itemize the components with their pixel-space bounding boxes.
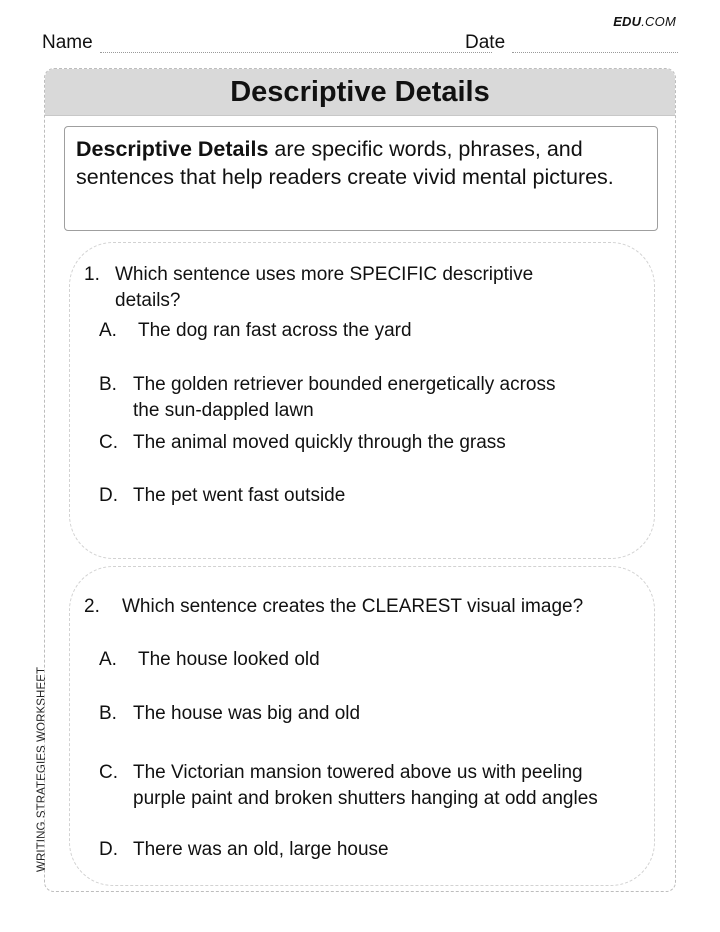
- option-text: The dog ran fast across the yard: [138, 320, 412, 341]
- definition-term: Descriptive Details: [76, 137, 269, 161]
- option-text: the sun-dappled lawn: [133, 400, 314, 421]
- option-letter: A.: [99, 649, 117, 670]
- question-line: Which sentence uses more SPECIFIC descriptive: [115, 264, 534, 285]
- name-date-row: [42, 32, 678, 56]
- question-line: details?: [115, 290, 181, 311]
- question-card-2: [69, 566, 655, 886]
- option-letter: D.: [99, 485, 118, 506]
- option-letter: C.: [99, 762, 118, 783]
- option-letter: B.: [99, 374, 117, 395]
- option-letter: D.: [99, 839, 118, 860]
- date-label: Date: [465, 32, 506, 53]
- option-text: The golden retriever bounded energetically across: [133, 374, 556, 395]
- worksheet-frame: [44, 68, 676, 892]
- option-letter: A.: [99, 320, 117, 341]
- logo-text-rest: .COM: [641, 14, 676, 29]
- option-letter: B.: [99, 703, 117, 724]
- site-logo: [613, 14, 676, 29]
- name-write-line: [100, 52, 492, 53]
- definition-text: are specific words, phrases, and sentences that help readers create vivid mental pictures.: [76, 137, 614, 189]
- question-line: Which sentence creates the CLEAREST visual image?: [122, 596, 584, 617]
- date-write-line: [512, 52, 678, 53]
- worksheet-category-label: WRITING STRATEGIES WORKSHEET: [36, 666, 48, 872]
- option-text: There was an old, large house: [133, 839, 389, 860]
- name-label: Name: [42, 32, 93, 53]
- option-letter: C.: [99, 432, 118, 453]
- worksheet-title: Descriptive Details: [45, 69, 675, 116]
- option-text: The animal moved quickly through the grass: [133, 432, 506, 453]
- option-text: The house was big and old: [133, 703, 361, 724]
- question-number: 2.: [84, 596, 100, 617]
- option-text: purple paint and broken shutters hanging at odd angles: [133, 788, 598, 809]
- question-card-1: [69, 242, 655, 559]
- option-text: The pet went fast outside: [133, 485, 346, 506]
- option-text: The Victorian mansion towered above us with peeling: [133, 762, 583, 783]
- question-number: 1.: [84, 264, 100, 285]
- definition-box: [64, 126, 658, 231]
- logo-text-bold: EDU: [613, 14, 642, 29]
- option-text: The house looked old: [138, 649, 320, 670]
